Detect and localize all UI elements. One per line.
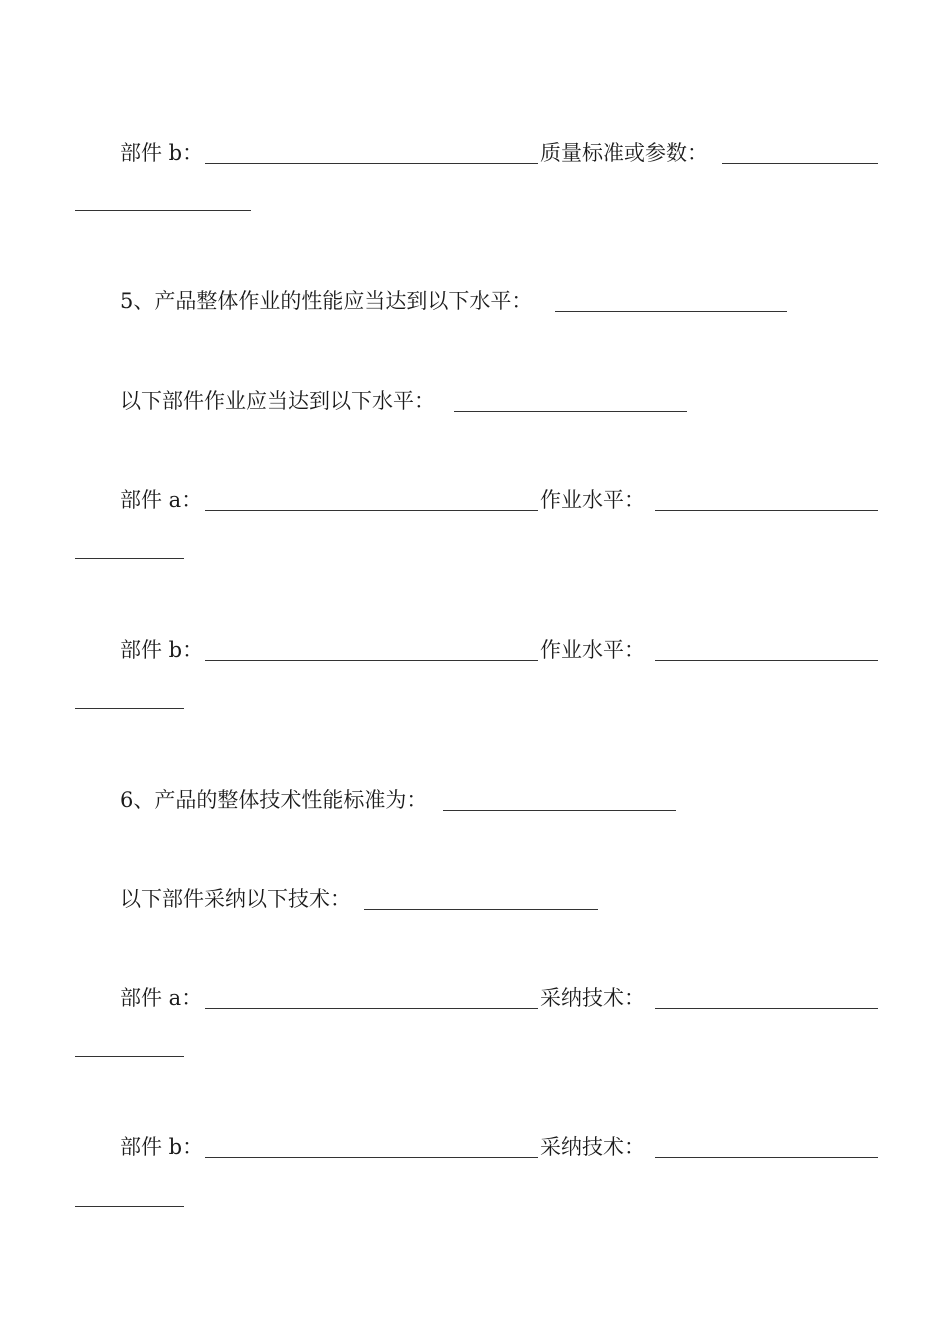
- part-b-work-level-blank[interactable]: [655, 660, 878, 661]
- part-b-blank[interactable]: [205, 1157, 538, 1158]
- parts-tech-label: 以下部件采纳以下技术：: [120, 887, 351, 911]
- overall-tech-standard-blank[interactable]: [443, 810, 676, 811]
- overall-performance-label: 5、产品整体作业的性能应当达到以下水平：: [120, 289, 533, 313]
- part-b-label: 部件 b：: [120, 1135, 204, 1159]
- part-a-tech-blank-cont[interactable]: [75, 1056, 184, 1057]
- part-b-blank[interactable]: [205, 163, 538, 164]
- part-b-work-level-blank-cont[interactable]: [75, 708, 184, 709]
- part-b-tech-blank-cont[interactable]: [75, 1206, 184, 1207]
- part-b-label: 部件 b：: [120, 141, 204, 165]
- quality-standard-label: 质量标准或参数：: [540, 141, 708, 165]
- part-a-tech-blank[interactable]: [655, 1008, 878, 1009]
- work-level-label: 作业水平：: [540, 488, 645, 512]
- part-a-label: 部件 a：: [120, 986, 203, 1010]
- part-a-work-level-blank-cont[interactable]: [75, 558, 184, 559]
- parts-performance-label: 以下部件作业应当达到以下水平：: [120, 389, 435, 413]
- work-level-label: 作业水平：: [540, 638, 645, 662]
- part-a-blank[interactable]: [205, 1008, 538, 1009]
- part-b-label: 部件 b：: [120, 638, 204, 662]
- part-a-blank[interactable]: [205, 510, 538, 511]
- part-a-work-level-blank[interactable]: [655, 510, 878, 511]
- part-b-tech-blank[interactable]: [655, 1157, 878, 1158]
- parts-performance-blank[interactable]: [454, 411, 687, 412]
- quality-standard-blank-cont[interactable]: [75, 210, 251, 211]
- overall-tech-standard-label: 6、产品的整体技术性能标准为：: [120, 788, 428, 812]
- part-b-blank[interactable]: [205, 660, 538, 661]
- parts-tech-blank[interactable]: [364, 909, 598, 910]
- adopted-tech-label: 采纳技术：: [540, 1135, 645, 1159]
- part-a-label: 部件 a：: [120, 488, 203, 512]
- overall-performance-blank[interactable]: [555, 311, 787, 312]
- adopted-tech-label: 采纳技术：: [540, 986, 645, 1010]
- quality-standard-blank[interactable]: [722, 163, 878, 164]
